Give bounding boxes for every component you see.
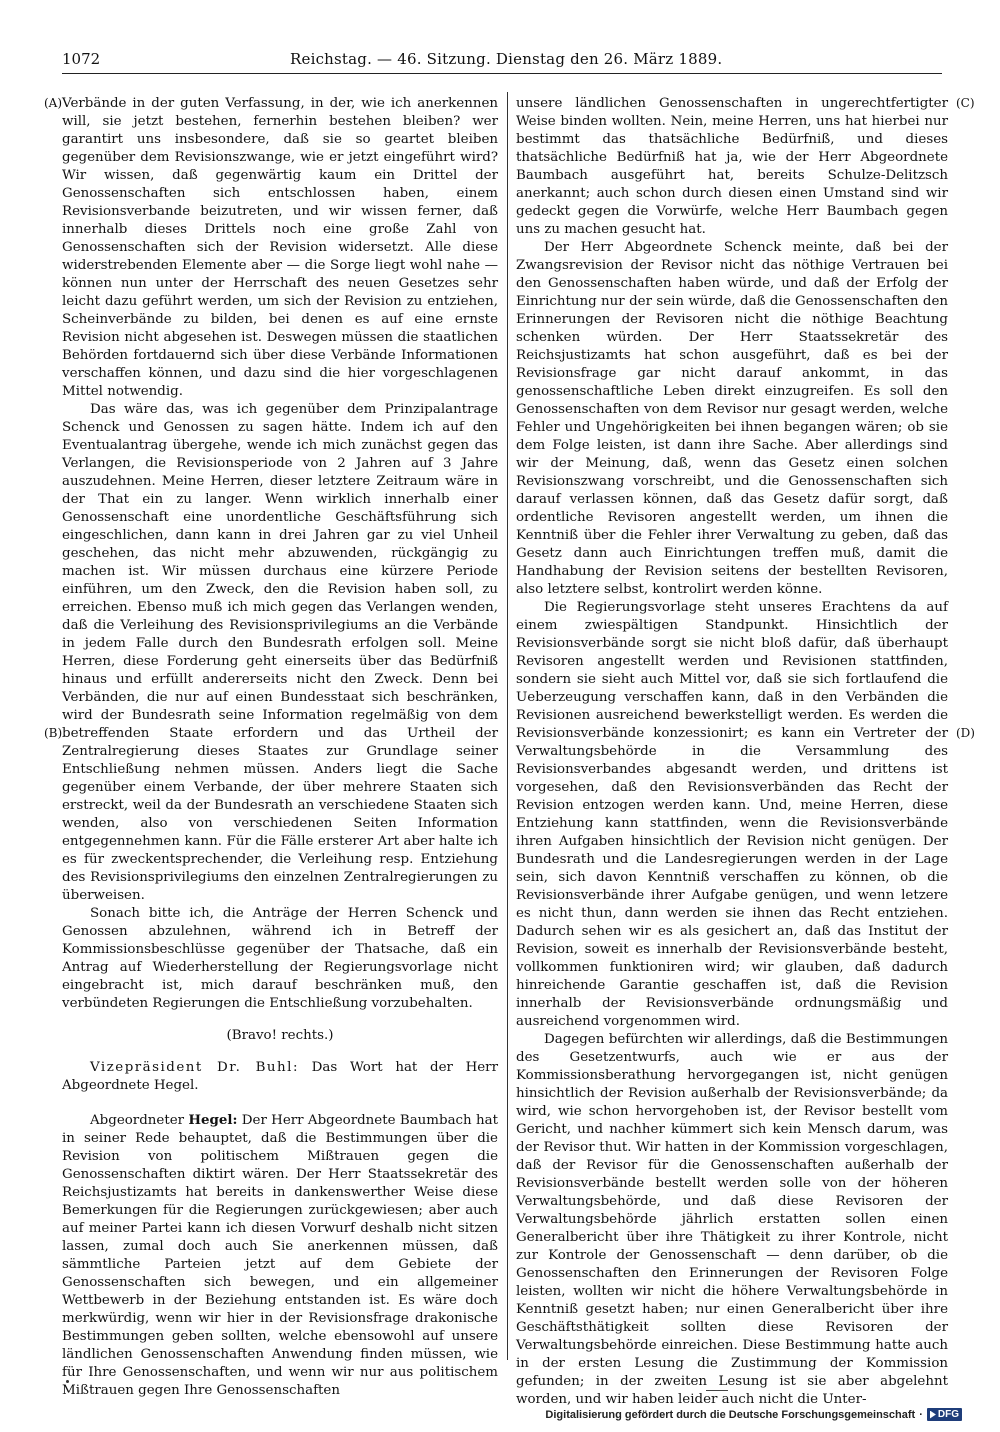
digitization-footer — [545, 1408, 962, 1421]
running-head: Reichstag. — 46. Sitzung. Dienstag den 26. März 1889. — [290, 50, 723, 68]
right-column — [516, 95, 948, 1409]
footer-separator: · — [919, 1408, 923, 1421]
left-column — [62, 95, 498, 1400]
left-paragraph-2: Das wäre das, was ich gegenüber dem Prinzipalantrage Schenck und Genossen zu sagen hätte. Indem ich auf den Eventualantrag übergehe, wende ich mich zunächst gegen das Verlangen, die Revisionsperiode von 2 Jahren auf 3 Jahre auszudehnen. Meine Herren, dieser letztere Zeitraum wäre in der That ein zu langer. Wenn wirklich innerhalb einer Genossenschaft eine unordentliche Geschäftsführung sich eingeschlichen, dann kann in drei Jahren gar zu viel Unheil geschehen, das nicht mehr abzuwenden, rückgängig zu machen ist. Wir müssen durchaus eine kürzere Periode einführen, um den Zweck, den die Revision haben soll, zu erreichen. Ebenso muß ich mich gegen das Verlangen wenden, daß die Verleihung des Revisionsprivilegiums an die Verbände in jedem Falle durch den Bundesrath erfolgen soll. Meine Herren, diese Forderung geht einerseits über das Bedürfniß hinaus und erfüllt andererseits nicht den Zweck. Denn bei Verbänden, die nur auf einen Bundesstaat sich beschränken, wird der Bundesrath seine Information regelmäßig von dem betreffenden Staate erfordern und das Urtheil der Zentralregierung dieses Staates zur Grundlage seiner Entschließung nehmen müssen. Anders liegt die Sache gegenüber einem Verbande, der über mehrere Staaten sich erstreckt, weil da der Bundesrath an verschiedene Staaten sich wenden, also von verschiedenen Seiten Information entgegennehmen kann. Für die Fälle ersterer Art aber halte ich es für zweckentsprechender, die Verleihung resp. Entziehung des Revisionsprivilegiums den einzelnen Zentralregierungen zu überweisen. — [62, 402, 498, 903]
dfg-mark-icon — [930, 1411, 936, 1419]
margin-mark-a: (A) — [44, 96, 63, 110]
dfg-logo-icon — [927, 1408, 962, 1421]
hegel-prefix: Abgeordneter — [90, 1113, 185, 1128]
hegel-text: Der Herr Abgeordnete Baumbach hat in seiner Rede behauptet, daß die Bestimmungen über die Revision von politischem Mißtrauen gegen die Genossenschaften diktirt wären. Der Herr Staatssekretär des Reichsjustizamts hat bereits in dankenswerther Weise diese Bemerkungen für die Regierungen zurückgewiesen; aber auch auf meiner Partei kann ich diesen Vorwurf deshalb nicht sitzen lassen, zumal doch auch Sie anerkennen müssen, daß sämmtliche Parteien jetzt auf dem Gebiete der Genossenschaften sich bewegen, und ein allgemeiner Wettbewerb in der Beziehung entstanden ist. Es wäre doch merkwürdig, wenn wir hier in der Revisionsfrage drakonische Bestimmungen geben sollten, welche ebensowohl auf unsere ländlichen Genossenschaften Anwendung finden müssen, wie für Ihre Genossenschaften, und wenn wir nur aus politischem Mißtrauen gegen Ihre Genossenschaften — [62, 1113, 498, 1398]
header-rule — [62, 73, 942, 74]
right-paragraph-3: Die Regierungsvorlage steht unseres Erachtens da auf einem zwiespältigen Standpunkt. Hinsichtlich der Revisionsverbände sorgt sie nicht bloß dafür, daß überhaupt Revisoren angestellt werden und Revisionen stattfinden, sondern sie sieht auch Mittel vor, daß sie sich fortlaufend die Ueberzeugung verschaffen kann, daß in den Verbänden die Revisionen ausreichend bewerkstelligt werden. Es werden die Revisionsverbände konzessionirt; es kann ein Vertreter der Verwaltungsbehörde in die Versammlung des Revisionsverbandes abgesandt werden, und drittens ist vorgesehen, daß den Revisionsverbänden das Recht der Revision entzogen werden kann. Und, meine Herren, diese Entziehung kann stattfinden, wenn die Revisionsverbände ihren Aufgaben hinsichtlich der Revision nicht genügen. Der Bundesrath und die Landesregierungen werden in der Lage sein, sich davon Kenntniß verschaffen zu können, ob die Revisionsverbände ihrer Aufgabe genügen, und wenn letzere es nicht thun, dann werden sie ihnen das Recht entziehen. Dadurch sehen wir es als gesichert an, daß das Institut der Revision, soweit es innerhalb der Revisionsverbände besteht, vollkommen funktioniren wird; wir glauben, daß dadurch hinreichende Garantie geschaffen ist, daß die Revision innerhalb der Revisionsverbände ordnungsmäßig und ausreichend vorgenommen wird. — [516, 600, 948, 1029]
left-paragraph-1: Verbände in der guten Verfassung, in der, wie ich anerkennen will, sie jetzt bestehen, fernerhin bestehen bleiben? wer garantirt uns insbesondere, daß sie so geartet bleiben gegenüber dem Revisionszwange, wie er jetzt eingeführt wird? Wir wissen, daß gegenwärtig kaum ein Drittel der Genossenschaften sich entschlossen haben, einem Revisionsverbande beizutreten, und wir wissen ferner, daß innerhalb dieses Drittels noch eine große Zahl von Genossenschaften sich der Revision widersetzt. Alle diese widerstrebenden Elemente aber — die Sorge liegt wohl nahe — können nun unter der Herrschaft des neuen Gesetzes sehr leicht dazu geführt werden, um sich der Revision zu entziehen, Scheinverbände zu bilden, bei denen es auf eine ernste Revision nicht abgesehen ist. Deswegen müssen die staatlichen Behörden fortdauernd sich über diese Verbände Informationen verschaffen können, und dazu sind die hier vorgeschlagenen Mittel notwendig. — [62, 96, 498, 399]
scan-speck — [66, 1380, 69, 1383]
vice-president-remark — [62, 1059, 498, 1095]
hegel-speaker: Hegel: — [188, 1112, 238, 1128]
right-paragraph-2: Der Herr Abgeordnete Schenck meinte, daß bei der Zwangsrevision der Revisor nicht das nöthige Vertrauen bei den Genossenschaften haben würde, und daß der Erfolg der Einrichtung nur der sein würde, daß die Genossenschaften den Erinnerungen der Revisoren nicht die nöthige Beachtung schenken würden. Der Herr Staatssekretär des Reichsjustizamts hat schon ausgeführt, daß es bei der Revisionsfrage gar nicht darauf ankommt, in das genossenschaftliche Leben direkt einzugreifen. Es soll den Genossenschaften von dem Revisor nur gesagt werden, welche Fehler und Ungehörigkeiten bei ihnen begangen wären; ob sie dem Folge leisten, ist dann ihre Sache. Aber allerdings sind wir der Meinung, daß, wenn das Gesetz einen solchen Revisionszwang vorschreibt, und die Genossenschaften sich darauf verlassen können, daß das Gesetz dafür sorgt, daß ordentliche Revisoren angestellt werden, um ihnen die Kenntniß über die Fehler ihrer Verwaltung zu geben, daß das Gesetz dann auch Einrichtungen treffen muß, damit die Handhabung der Revision seitens der bestellten Revisoren, also letztere selbst, kontrolirt werden könne. — [516, 240, 948, 597]
margin-mark-d: (D) — [956, 726, 975, 740]
hegel-speech — [62, 1111, 498, 1400]
column-divider — [507, 92, 508, 1360]
right-paragraph-4: Dagegen befürchten wir allerdings, daß die Bestimmungen des Gesetzentwurfs, auch wie er aus der Kommissionsberathung hervorgegangen ist, nicht genügen hinsichtlich der Revision außerhalb der Revisionsverbände; da wird, wie schon hervorgehoben ist, der Revisor bestellt vom Gericht, und nachher kümmert sich kein Mensch darum, was der Revisor thut. Wir hatten in der Kommission vorgeschlagen, daß der Revisor für die Genossenschaften außerhalb der Revisionsverbände bestellt werden solle von der höheren Verwaltungsbehörde, und daß diese Revisoren der Verwaltungsbehörde jährlich erstatten sollen einen Generalbericht über ihre Thätigkeit zu ihrer Kontrole, nicht zur Kontrole der Genossenschaft — denn darüber, ob die Genossenschaften den Erinnerungen der Revisoren Folge leisten, wollten wir nicht die höhere Verwaltungsbehörde in Kenntniß gesetzt haben; nur einen Generalbericht über ihre Geschäftsthätigkeit sollten diese Revisoren der Verwaltungsbehörde einreichen. Diese Bestimmung hatte auch in der ersten Lesung die Zustimmung der Kommission gefunden; in der zweiten Lesung ist sie aber abgelehnt worden, und wir haben leider auch nicht die Unter- — [516, 1032, 948, 1407]
bottom-rule — [706, 1390, 728, 1391]
vice-president-speaker: Vizepräsident Dr. Buhl: — [90, 1060, 299, 1075]
footer-text: Digitalisierung gefördert durch die Deutsche Forschungsgemeinschaft — [545, 1408, 916, 1421]
applause-note: (Bravo! rechts.) — [226, 1028, 334, 1043]
page-number: 1072 — [62, 50, 101, 68]
dfg-logo-text: DFG — [937, 1409, 959, 1420]
right-paragraph-1: unsere ländlichen Genossenschaften in ungerechtfertigter Weise binden wollten. Nein, meine Herren, uns hat hierbei nur bestimmt das thatsächliche Bedürfniß, und dieses thatsächliche Bedürfniß hat ja, wie der Herr Abgeordnete Baumbach ausgeführt hat, bereits Schulze-Delitzsch anerkannt; auch schon durch diesen einen Umstand sind wir gedeckt gegen die Vorwürfe, welche Herr Baumbach gegen uns zu machen gesucht hat. — [516, 96, 948, 237]
margin-mark-b: (B) — [44, 726, 63, 740]
vice-president-text: Das Wort hat der Herr Abgeordnete Hegel. — [62, 1060, 498, 1093]
left-paragraph-3: Sonach bitte ich, die Anträge der Herren Schenck und Genossen abzulehnen, während ich in Betreff der Kommissionsbeschlüsse gegenüber der Thatsache, daß ein Antrag auf Wiederherstellung der Regierungsvorlage nicht eingebracht ist, mich darauf beschränken muß, den verbündeten Regierungen die Entschließung vorzubehalten. — [62, 906, 498, 1011]
margin-mark-c: (C) — [956, 96, 975, 110]
